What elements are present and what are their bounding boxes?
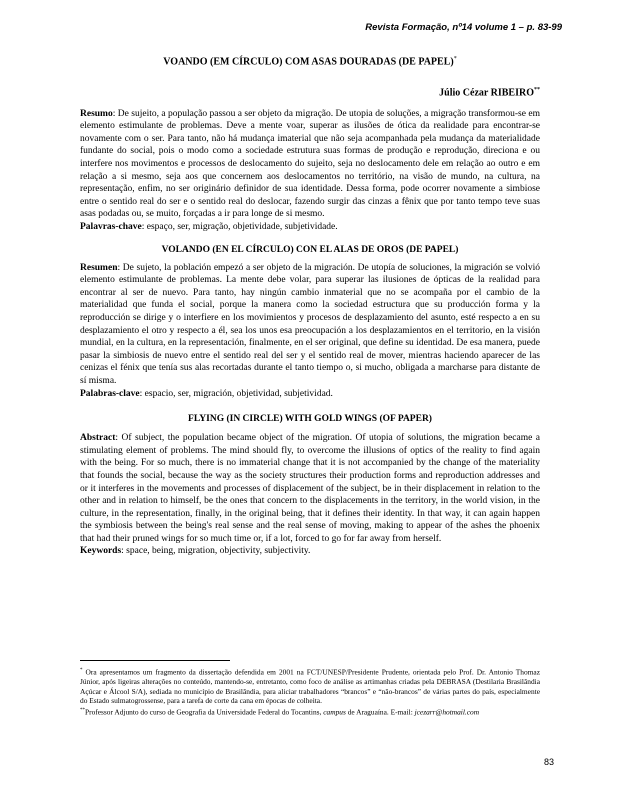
- resumen-label: Resumen: [80, 262, 118, 273]
- article-body: [80, 56, 540, 558]
- footnote-2-campus: campus: [323, 707, 346, 717]
- palavras-chave: [80, 221, 540, 234]
- abstract-text: : Of subject, the population became object of the migration. Of utopia of solutions, the migration became a stimulating element of problems. The mind should fly, to overcome the illusions of optics of the reality to find again with the being. For so much, there is no immaterial change that it is not accompanied by the change of the materiality that founds the social, because the way as the society structures their production forms and reproduction addresses and or it interferes in the movements and processes of displacement of the subject, be in their displacement in relation to the other and in relation to himself, be the ones that concern to the displacements in the territory, in the world vision, in the culture, in the representation, finally, in the original being, that it defines their identity. In that way, it can again happen the symbiosis between the being's real sense and the real sense of moving, making to appear of the ashes the phoenix that had their pruned wings for so much time or, if a lot, forced to go for far away from herself.: [80, 433, 540, 544]
- footnote-1-text: Ora apresentamos um fragmento da dissertação defendida em 2001 na FCT/UNESP/Presidente Prudente, orientada pelo Prof. Dr. Antonio Thomaz Júnior, após ligeiras alterações no conteúdo, mantendo-se, entretanto, como foco de análise as artimanhas criadas pela DEBRASA (Destilaria Brasilândia Açúcar e Álcool S/A), sediada no município de Brasilândia, para aliciar trabalhadores “brancos” e “não-brancos” de várias partes do país, especialmente do Estado sulmatogrossense, para a tarefa de corte da cana em épocas de colheita.: [80, 667, 540, 706]
- journal-header: Revista Formação, nº14 volume 1 – p. 83-99: [365, 22, 562, 33]
- resumo-paragraph: [80, 108, 540, 221]
- resumen-text: : De sujeto, la población empezó a ser objeto de la migración. De utopía de soluciones, la migración se volvió elemento estimulante de problemas. La mente debe volar, para superar las ilusiones de ópticas de la realidad para encontrar al ser de nuevo. Para tanto, hay ningún cambio inmaterial que no se acompaña por el cambio de la materialidad que funda el social, porque la manera como la sociedad estructura que su producción forma y la reproducción se dirige y o interfiere en los movimientos y procesos de desplazamiento del asunto, esté respecto a en su desplazamiento el otro y respecto a él, sea los unos esa preocupación a los desplazamientos en el territorio, en la visión mundial, en la cultura, en la representación, finalmente, en el ser original, que define su identidad. De esa manera, puede pasar la simbiosis de nuevo entre el sentido real del ser y el sentido real de mover, mientras haciendo aparecer de las cenizas el fénix que tenía sus alas recortadas durante el tanto tiempo o, si mucho, obligada a marcharse para distante de sí misma.: [80, 262, 540, 386]
- title-text: VOANDO (EM CÍRCULO) COM ASAS DOURADAS (DE PAPEL): [163, 56, 454, 68]
- keywords-label: Keywords: [80, 546, 122, 557]
- resumo-text: : De sujeito, a população passou a ser objeto da migração. De utopia de soluções, a migração transformou-se em elemento estimulante de problemas. Deve a mente voar, superar as ilusões de ótica da realidade para encontrar-se novamente com o ser. Para tanto, não há mudança imaterial que não seja acompanhada pela mudança da materialidade fundante do social, pois o modo como a sociedade estrutura suas formas de produção e reprodução, direciona e ou interfere nos movimentos e processos de deslocamento do sujeito, seja no deslocamento dele em relação ao outro e em relação a si mesmo, seja aos que concernem aos deslocamentos no território, na visão de mundo, na cultura, na representação, enfim, no ser originário definidor de sua identidade. Dessa forma, pode ocorrer novamente a simbiose entre o sentido real do ser e o sentido real do deslocar, fazendo surgir das cinzas a fênix que por tanto tempo teve suas asas podadas ou, se muito, forçadas a ir para longe de si mesmo.: [80, 108, 540, 220]
- footnote-2-text-a: Professor Adjunto do curso de Geografia da Universidade Federal do Tocantins,: [85, 707, 324, 717]
- palavras-chave-label: Palavras-chave: [80, 222, 142, 232]
- palabras-clave: [80, 388, 540, 401]
- footnote-2-email: jcezarr@hotmail.com: [414, 707, 480, 717]
- abstract-label: Abstract: [80, 433, 116, 444]
- footnote-2-mark: **: [80, 707, 85, 713]
- resumen-paragraph: [80, 262, 540, 388]
- footnote-1-mark: *: [80, 668, 83, 673]
- author-name: Júlio Cézar RIBEIRO: [439, 87, 534, 99]
- footnote-1: [80, 666, 540, 706]
- author-line: [80, 87, 540, 98]
- footnotes: [80, 660, 540, 717]
- page-number: 83: [543, 757, 554, 767]
- resumen-title: VOLANDO (EN EL CÍRCULO) CON EL ALAS DE OROS (DE PAPEL): [161, 244, 459, 255]
- title-footnote-mark: *: [453, 56, 457, 62]
- footnote-divider: [80, 660, 230, 661]
- palabras-clave-label: Palabras-clave: [80, 388, 140, 399]
- resumo-label: Resumo: [80, 108, 113, 119]
- article-title: [80, 56, 540, 67]
- keywords-text: : space, being, migration, objectivity, subjectivity.: [121, 546, 311, 557]
- author-footnote-mark: **: [534, 87, 540, 94]
- abstract-title: FLYING (IN CIRCLE) WITH GOLD WINGS (OF PAPER): [188, 414, 432, 425]
- palabras-clave-text: : espacio, ser, migración, objetividad, subjetividad.: [139, 388, 333, 399]
- footnote-2: [80, 706, 540, 717]
- abstract-paragraph: [80, 432, 540, 545]
- keywords: [80, 545, 540, 558]
- footnote-2-text-b: de Araguaína. E-mail:: [345, 707, 415, 717]
- palavras-chave-text: : espaço, ser, migração, objetividade, subjetividade.: [141, 222, 338, 232]
